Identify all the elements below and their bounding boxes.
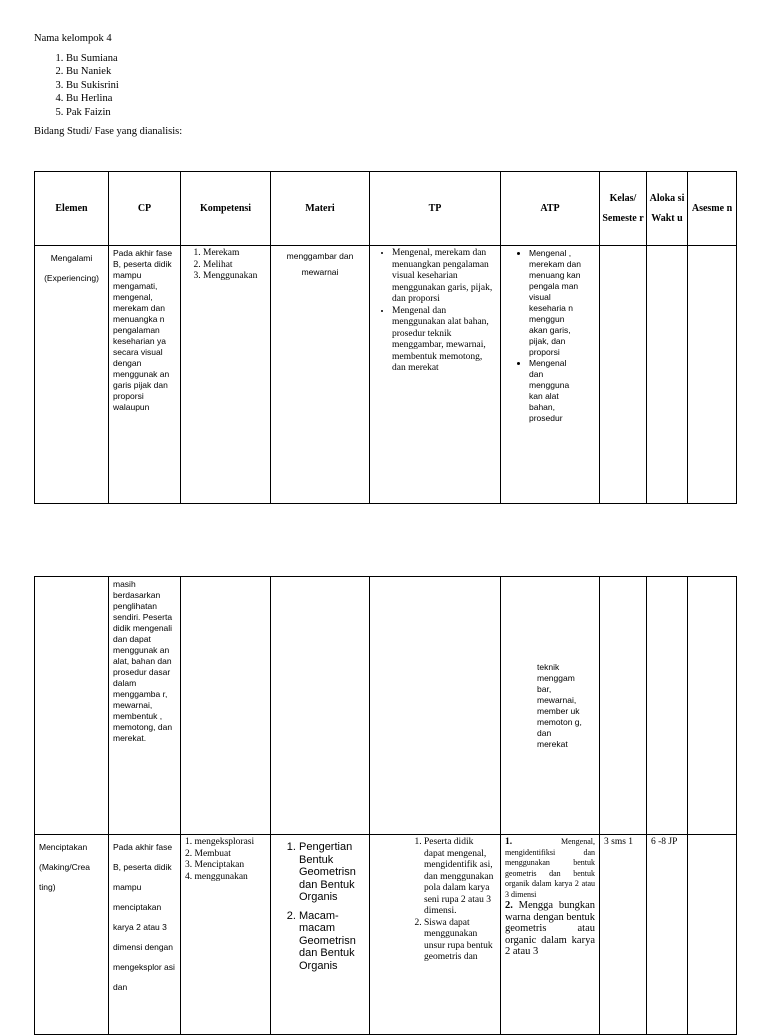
kompetensi-item: 1. mengeksplorasi [185,837,255,847]
list-item: • Mengenal, merekam dan menuangkan pengalaman visual keseharian menggunakan garis, pijak, dan proporsi [392,248,496,306]
header-kelas: Kelas/ Semeste r [600,172,647,246]
atp-list [511,248,581,424]
cell-kompetensi [181,577,271,835]
list-item: • Mengenal dan menggunakan alat bahan, prosedur teknik menggambar, mewarnai, membentuk memotong, dan merekat [392,306,496,375]
member-item: 5. Pak Faizin [66,106,182,120]
member-item: 2. Bu Naniek [66,65,182,79]
header-cp: CP [109,172,181,246]
document-header [34,32,182,139]
list-item: 2. Melihat [203,260,266,272]
materi-list [275,841,365,972]
member-list [34,52,182,120]
list-item: 1. Pengertian Bentuk Geometrisn dan Bentuk Organis [299,841,365,904]
list-item: • Mengenal , merekam dan menuang kan pengala man visual keseharia n menggun akan garis, pijak, dan proporsi [529,248,581,358]
cell-asesmen [688,246,737,504]
cell-alokasi [647,577,688,835]
table-row [35,835,737,1035]
cell-cp: masih berdasarkan penglihatan sendiri. Peserta didik mengenali dan dapat menggunak an alat, bahan dan prosedur dasar dalam menggamba r, mewarnai, membentuk , memotong, dan merekat. [109,577,181,835]
list-item: 1. Merekam [203,248,266,260]
tp-list [374,837,496,964]
cell-elemen: Menciptakan (Making/Crea ting) [35,835,109,1035]
kompetensi-list [185,248,266,283]
cell-materi: menggambar dan mewarnai [271,246,370,504]
header-tp: TP [370,172,501,246]
group-title: Nama kelompok 4 [34,33,112,44]
header-atp: ATP [501,172,600,246]
cell-materi [271,577,370,835]
table-row [35,246,737,504]
analysis-table-part1 [34,171,737,504]
cell-alokasi [647,246,688,504]
atp-continued: teknik menggam bar, mewarnai, member uk memoton g, dan merekat [537,661,582,749]
cell-elemen [35,577,109,835]
cell-kelas [600,246,647,504]
member-item: 1. Bu Sumiana [66,52,182,66]
atp-item-2: 2. Mengga bungkan warna dengan bentuk geometris atau organic dalam karya 2 atau 3 [505,900,595,957]
atp-item-1: 1. Mengenal, mengidentifiksi dan menggunakan bentuk geometris dan bentuk organik dalam karya 2 atau 3 dimensi [505,837,595,899]
cell-asesmen [688,577,737,835]
kompetensi-item: 4. menggunakan [185,871,248,882]
header-alokasi: Aloka si Wakt u [647,172,688,246]
list-item: 3. Menggunakan [203,271,266,283]
list-item: 2. Macam-macam Geometrisn dan Bentuk Organis [299,910,365,973]
cell-asesmen [688,835,737,1035]
kompetensi-item: 2. Membuat [185,848,231,859]
cell-tp [370,577,501,835]
cell-elemen: Mengalami (Experiencing) [35,246,109,504]
list-item: 1. Peserta didik dapat mengenal, mengidentifik asi, dan menggunakan pola dalam karya seni rupa 2 atau 3 dimensi. [424,837,496,918]
header-asesmen: Asesme n [688,172,737,246]
bidang-label: Bidang Studi/ Fase yang dianalisis: [34,126,183,137]
cell-cp: Pada akhir fase B, peserta didik mampu mengamati, mengenal, merekam dan menuangka n pengalaman keseharian ya secara visual dengan menggunak an garis pijak dan proporsi walaupun [109,246,181,504]
tp-list [374,248,496,375]
analysis-table-part2 [34,576,737,1035]
header-materi: Materi [271,172,370,246]
list-item: • Mengenal dan mengguna kan alat bahan, prosedur [529,358,581,424]
table-row [35,577,737,835]
cell-cp: Pada akhir fase B, peserta didik mampu menciptakan karya 2 atau 3 dimensi dengan mengeksplor asi dan [109,835,181,1035]
table-header-row [35,172,737,246]
cell-alokasi: 6 -8 JP [647,835,688,1035]
header-elemen: Elemen [35,172,109,246]
member-item: 4. Bu Herlina [66,92,182,106]
cell-kelas: 3 sms 1 [600,835,647,1035]
cell-kelas [600,577,647,835]
header-kompetensi: Kompetensi [181,172,271,246]
member-item: 3. Bu Sukisrini [66,79,182,93]
kompetensi-item: 3. Menciptakan [185,860,245,870]
list-item: 2. Siswa dapat menggunakan unsur rupa bentuk geometris dan [424,918,496,964]
